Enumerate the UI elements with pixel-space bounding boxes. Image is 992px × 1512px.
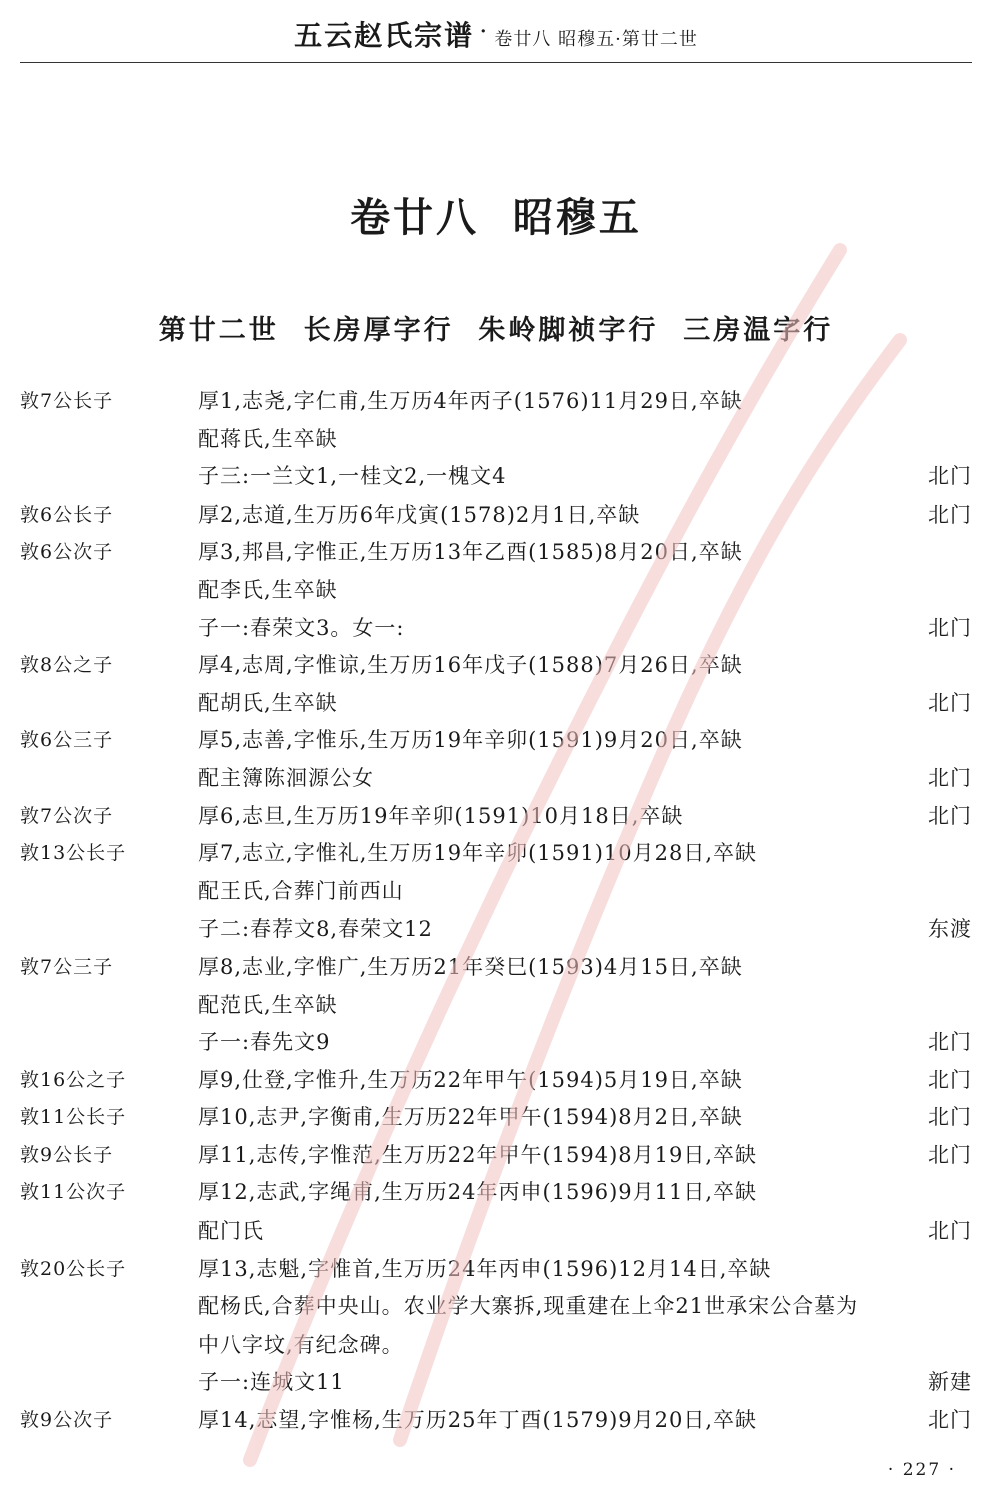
- entry-row: [20, 798, 972, 836]
- entry-text: 厚2,志道,生万历6年戊寅(1578)2月1日,卒缺: [198, 502, 641, 527]
- entry-parent: 敦7公次子: [20, 804, 114, 827]
- entry-parent: 敦8公之子: [20, 654, 114, 677]
- entry-place: 北门: [928, 1105, 972, 1130]
- entry-parent: 敦16公之子: [20, 1068, 127, 1091]
- entry-row: [20, 1327, 972, 1365]
- entry-place: 北门: [928, 1408, 972, 1433]
- entry-row: [20, 873, 972, 912]
- entry-text: 厚4,志周,字惟谅,生万历16年戊子(1588)7月26日,卒缺: [198, 653, 743, 678]
- entry-row: [20, 835, 972, 873]
- entry-text: 厚8,志业,字惟广,生万历21年癸巳(1593)4月15日,卒缺: [198, 954, 743, 979]
- entry-text: 子二:春荐文8,春荣文12: [198, 917, 433, 942]
- entry-text: 配范氏,生卒缺: [198, 992, 338, 1017]
- entry-parent: 敦7公长子: [20, 390, 114, 412]
- entry-text: 中八字坟,有纪念碑。: [198, 1332, 404, 1357]
- entry-place: 北门: [928, 690, 972, 715]
- entry-text: 厚9,仕登,字惟升,生万历22年甲午(1594)5月19日,卒缺: [198, 1067, 743, 1092]
- entry-row: [20, 1024, 972, 1062]
- entry-text: 配蒋氏,生卒缺: [198, 426, 338, 451]
- entry-place: 新建: [928, 1370, 972, 1395]
- header-subtitle: 卷廿八 昭穆五·第廿二世: [494, 29, 698, 50]
- entry-row: [20, 1174, 972, 1213]
- entry-text: 厚6,志旦,生万历19年辛卯(1591)10月18日,卒缺: [198, 803, 684, 828]
- entry-parent: 敦11公次子: [20, 1181, 127, 1204]
- entry-parent: 敦6公三子: [20, 729, 114, 752]
- entry-text: 子一:春先文9: [198, 1030, 331, 1055]
- book-title: 五云赵氏宗谱: [294, 19, 475, 52]
- page-number: · 227 ·: [887, 1460, 956, 1480]
- entry-row: [20, 1062, 972, 1100]
- entry-text: 配杨氏,合葬中央山。农业学大寨拆,现重建在上伞21世承宋公合墓为: [198, 1294, 859, 1319]
- entry-row: [20, 610, 972, 648]
- entry-parent: 敦11公长子: [20, 1106, 127, 1129]
- entry-place: 北门: [928, 803, 972, 828]
- entry-place: 北门: [928, 464, 972, 489]
- entry-text: 厚13,志魁,字惟首,生万历24年丙申(1596)12月14日,卒缺: [198, 1256, 772, 1281]
- entry-text: 厚3,邦昌,字惟正,生万历13年乙酉(1585)8月20日,卒缺: [198, 540, 743, 565]
- entry-place: 北门: [928, 1219, 972, 1244]
- entry-row: [20, 1099, 972, 1137]
- entry-row: [20, 383, 972, 421]
- entry-row: [20, 421, 972, 459]
- genealogy-entries: [20, 383, 972, 1440]
- entry-text: 厚10,志尹,字衡甫,生万历22年甲午(1594)8月2日,卒缺: [198, 1105, 743, 1130]
- entry-row: [20, 1288, 972, 1327]
- volume-title: 卷廿八 昭穆五: [350, 194, 642, 241]
- entry-place: 北门: [928, 765, 972, 790]
- entry-text: 厚1,志尧,字仁甫,生万历4年丙子(1576)11月29日,卒缺: [198, 389, 743, 413]
- entry-place: 北门: [928, 615, 972, 640]
- header-separator: ·: [480, 21, 487, 42]
- entry-place: 北门: [928, 1067, 972, 1092]
- entry-text: 子三:一兰文1,一桂文2,一槐文4: [198, 464, 507, 489]
- entry-text: 厚5,志善,字惟乐,生万历19年辛卯(1591)9月20日,卒缺: [198, 728, 743, 753]
- entry-text: 配胡氏,生卒缺: [198, 690, 338, 715]
- entry-parent: 敦6公次子: [20, 541, 114, 564]
- entry-row: [20, 458, 972, 497]
- entry-text: 厚7,志立,字惟礼,生万历19年辛卯(1591)10月28日,卒缺: [198, 841, 758, 866]
- entry-text: 配门氏: [198, 1219, 264, 1244]
- entry-row: [20, 722, 972, 760]
- entry-place: 北门: [928, 1142, 972, 1167]
- entry-row: [20, 1213, 972, 1251]
- entry-parent: 敦7公三子: [20, 955, 114, 978]
- entry-parent: 敦6公长子: [20, 503, 114, 526]
- entry-text: 配李氏,生卒缺: [198, 577, 338, 602]
- entry-row: [20, 685, 972, 723]
- entry-row: [20, 572, 972, 610]
- generation-heading: 第廿二世 长房厚字行 朱岭脚祯字行 三房温字行: [158, 315, 834, 346]
- entry-text: 厚11,志传,字惟范,生万历22年甲午(1594)8月19日,卒缺: [198, 1142, 758, 1167]
- entry-row: [20, 987, 972, 1025]
- running-header: [0, 14, 992, 54]
- entry-parent: 敦20公长子: [20, 1257, 127, 1280]
- entry-text: 厚12,志武,字绳甫,生万历24年丙申(1596)9月11日,卒缺: [198, 1180, 758, 1205]
- entry-text: 配王氏,合葬门前西山: [198, 878, 404, 903]
- entry-row: [20, 949, 972, 987]
- entry-text: 子一:连城文11: [198, 1370, 345, 1395]
- entry-row: [20, 760, 972, 798]
- entry-row: [20, 911, 972, 949]
- entry-text: 配主簿陈洄源公女: [198, 765, 374, 790]
- entry-parent: 敦9公长子: [20, 1143, 114, 1166]
- entry-row: [20, 497, 972, 535]
- entry-place: 东渡: [928, 917, 972, 942]
- entry-row: [20, 1137, 972, 1175]
- entry-row: [20, 647, 972, 685]
- entry-place: 北门: [928, 1030, 972, 1055]
- entry-row: [20, 1251, 972, 1289]
- entry-parent: 敦9公次子: [20, 1409, 114, 1432]
- entry-place: 北门: [928, 502, 972, 527]
- entry-text: 子一:春荣文3。女一:: [198, 615, 405, 640]
- entry-row: [20, 1402, 972, 1440]
- header-divider: [20, 62, 972, 63]
- entry-row: [20, 1364, 972, 1402]
- entry-text: 厚14,志望,字惟杨,生万历25年丁酉(1579)9月20日,卒缺: [198, 1408, 758, 1433]
- entry-parent: 敦13公长子: [20, 842, 127, 865]
- entry-row: [20, 534, 972, 572]
